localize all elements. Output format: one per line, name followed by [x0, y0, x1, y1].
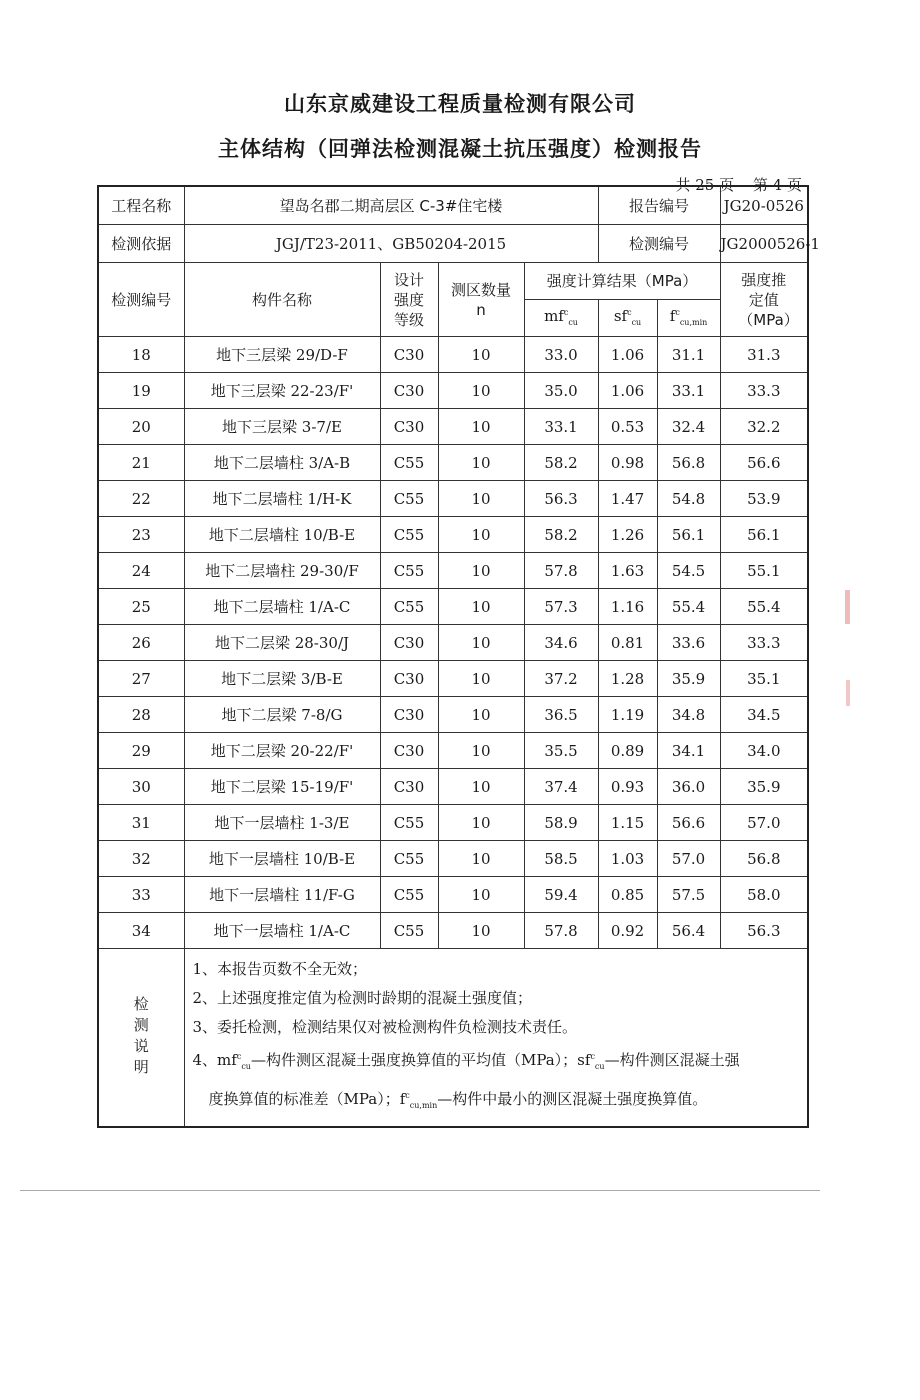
- cell-mean: 33.1: [524, 409, 598, 445]
- cell-grade: C55: [380, 445, 438, 481]
- col-header-sd: [598, 300, 657, 337]
- cell-sd: 1.63: [598, 553, 657, 589]
- note-4-sub-2: cu: [594, 1062, 605, 1071]
- cell-sd: 1.16: [598, 589, 657, 625]
- cell-name: 地下二层梁 20-22/F': [184, 733, 380, 769]
- table-row: [98, 553, 808, 589]
- cell-mean: 57.8: [524, 553, 598, 589]
- note-4-sub-1: cu: [241, 1062, 251, 1071]
- cell-name: 地下三层梁 29/D-F: [184, 337, 380, 373]
- cell-sd: 1.15: [598, 805, 657, 841]
- cell-mean: 58.9: [524, 805, 598, 841]
- cell-min: 57.5: [657, 877, 720, 913]
- cell-grade: C30: [380, 733, 438, 769]
- cell-n: 10: [438, 877, 524, 913]
- cell-grade: C55: [380, 913, 438, 949]
- cell-n: 10: [438, 805, 524, 841]
- cell-name: 地下一层墙柱 1-3/E: [184, 805, 380, 841]
- cell-id: 26: [98, 625, 184, 661]
- cell-min: 56.6: [657, 805, 720, 841]
- test-no-label: 检测编号: [598, 225, 720, 263]
- cell-min: 33.6: [657, 625, 720, 661]
- cell-est: 35.9: [720, 769, 808, 805]
- cell-est: 58.0: [720, 877, 808, 913]
- cell-sd: 1.06: [598, 337, 657, 373]
- table-row: [98, 697, 808, 733]
- cell-grade: C30: [380, 625, 438, 661]
- cell-grade: C30: [380, 769, 438, 805]
- cell-name: 地下三层梁 3-7/E: [184, 409, 380, 445]
- cell-mean: 35.0: [524, 373, 598, 409]
- cell-est: 33.3: [720, 373, 808, 409]
- cell-name: 地下二层墙柱 1/H-K: [184, 481, 380, 517]
- cell-n: 10: [438, 697, 524, 733]
- cell-name: 地下一层墙柱 10/B-E: [184, 841, 380, 877]
- min-sub: cu,min: [679, 318, 708, 327]
- cell-sd: 0.93: [598, 769, 657, 805]
- table-row: [98, 409, 808, 445]
- cell-id: 20: [98, 409, 184, 445]
- cell-sd: 0.89: [598, 733, 657, 769]
- cell-id: 34: [98, 913, 184, 949]
- cell-grade: C30: [380, 409, 438, 445]
- cell-id: 29: [98, 733, 184, 769]
- col-header-min: [657, 300, 720, 337]
- cell-mean: 36.5: [524, 697, 598, 733]
- min-symbol: f: [669, 307, 676, 325]
- cell-grade: C55: [380, 877, 438, 913]
- cell-min: 31.1: [657, 337, 720, 373]
- cell-id: 22: [98, 481, 184, 517]
- cell-grade: C55: [380, 805, 438, 841]
- cell-min: 56.1: [657, 517, 720, 553]
- cell-id: 19: [98, 373, 184, 409]
- cell-n: 10: [438, 481, 524, 517]
- cell-est: 56.8: [720, 841, 808, 877]
- cell-id: 33: [98, 877, 184, 913]
- col-header-estimate: [720, 263, 808, 337]
- cell-est: 32.2: [720, 409, 808, 445]
- table-row: [98, 589, 808, 625]
- cell-sd: 1.28: [598, 661, 657, 697]
- table-row: [98, 841, 808, 877]
- cell-id: 25: [98, 589, 184, 625]
- cell-min: 32.4: [657, 409, 720, 445]
- cell-mean: 58.2: [524, 517, 598, 553]
- cell-mean: 34.6: [524, 625, 598, 661]
- info-row-project: [98, 186, 808, 225]
- page-fold-line: [20, 1190, 820, 1191]
- project-label: 工程名称: [98, 186, 184, 225]
- report-no-value: JG20-0526: [720, 186, 808, 225]
- count-header-n: n: [476, 300, 486, 319]
- cell-min: 57.0: [657, 841, 720, 877]
- note-4-sub-3: cu,min: [409, 1101, 438, 1110]
- cell-grade: C55: [380, 841, 438, 877]
- note-4-part-a: 4、mf: [192, 1051, 237, 1069]
- cell-min: 33.1: [657, 373, 720, 409]
- col-header-id: 检测编号: [98, 263, 184, 337]
- col-header-grade: [380, 263, 438, 337]
- table-row: [98, 769, 808, 805]
- cell-sd: 1.47: [598, 481, 657, 517]
- note-3: 3、委托检测，检测结果仅对被检测构件负检测技术责任。: [192, 1018, 578, 1036]
- cell-grade: C55: [380, 553, 438, 589]
- basis-value: JGJ/T23-2011、GB50204-2015: [184, 225, 598, 263]
- cell-min: 34.1: [657, 733, 720, 769]
- cell-name: 地下二层墙柱 1/A-C: [184, 589, 380, 625]
- mean-sub: cu: [568, 318, 578, 327]
- min-sup: c: [675, 308, 680, 317]
- note-4-part-c: —构件测区混凝土强: [604, 1051, 740, 1069]
- current-page: 第 4 页: [752, 176, 802, 194]
- cell-est: 34.0: [720, 733, 808, 769]
- cell-mean: 59.4: [524, 877, 598, 913]
- cell-mean: 58.2: [524, 445, 598, 481]
- cell-min: 54.8: [657, 481, 720, 517]
- cell-sd: 1.19: [598, 697, 657, 733]
- cell-id: 18: [98, 337, 184, 373]
- cell-sd: 0.53: [598, 409, 657, 445]
- cell-n: 10: [438, 445, 524, 481]
- cell-est: 53.9: [720, 481, 808, 517]
- cell-mean: 56.3: [524, 481, 598, 517]
- cell-n: 10: [438, 841, 524, 877]
- note-4-sup-2: c: [590, 1052, 595, 1061]
- cell-min: 56.4: [657, 913, 720, 949]
- note-4-sup-3: c: [405, 1091, 410, 1100]
- cell-sd: 0.85: [598, 877, 657, 913]
- cell-est: 35.1: [720, 661, 808, 697]
- mean-symbol: mf: [544, 307, 564, 325]
- report-table: [97, 185, 820, 1128]
- cell-est: 55.4: [720, 589, 808, 625]
- cell-name: 地下二层墙柱 3/A-B: [184, 445, 380, 481]
- table-row: [98, 661, 808, 697]
- note-2: 2、上述强度推定值为检测时龄期的混凝土强度值；: [192, 989, 533, 1007]
- note-4-part-e: —构件中最小的测区混凝土强度换算值。: [437, 1090, 708, 1108]
- cell-n: 10: [438, 589, 524, 625]
- cell-min: 34.8: [657, 697, 720, 733]
- cell-n: 10: [438, 913, 524, 949]
- table-row: [98, 517, 808, 553]
- cell-id: 30: [98, 769, 184, 805]
- col-header-result: 强度计算结果（MPa）: [524, 263, 720, 300]
- info-row-basis: [98, 225, 808, 263]
- cell-name: 地下二层梁 7-8/G: [184, 697, 380, 733]
- cell-grade: C55: [380, 517, 438, 553]
- cell-name: 地下二层墙柱 29-30/F: [184, 553, 380, 589]
- cell-n: 10: [438, 625, 524, 661]
- cell-name: 地下二层梁 28-30/J: [184, 625, 380, 661]
- report-title: 主体结构（回弹法检测混凝土抗压强度）检测报告: [218, 137, 702, 161]
- cell-grade: C55: [380, 589, 438, 625]
- note-4-part-d: 度换算值的标准差（MPa）；f: [208, 1090, 406, 1108]
- scan-mark: [845, 590, 850, 624]
- cell-sd: 1.06: [598, 373, 657, 409]
- cell-n: 10: [438, 553, 524, 589]
- cell-min: 55.4: [657, 589, 720, 625]
- test-no-value: JG2000526-1: [720, 225, 808, 263]
- note-4: [193, 1042, 800, 1081]
- cell-mean: 33.0: [524, 337, 598, 373]
- cell-n: 10: [438, 733, 524, 769]
- table-row: [98, 481, 808, 517]
- cell-name: 地下二层梁 3/B-E: [184, 661, 380, 697]
- cell-id: 27: [98, 661, 184, 697]
- table-row: [98, 913, 808, 949]
- cell-name: 地下一层墙柱 1/A-C: [184, 913, 380, 949]
- cell-id: 32: [98, 841, 184, 877]
- cell-sd: 1.26: [598, 517, 657, 553]
- cell-min: 54.5: [657, 553, 720, 589]
- cell-mean: 58.5: [524, 841, 598, 877]
- cell-grade: C30: [380, 661, 438, 697]
- cell-id: 31: [98, 805, 184, 841]
- estimate-header-text: 强度推定值（MPa）: [738, 270, 799, 329]
- table-row: [98, 373, 808, 409]
- cell-grade: C55: [380, 481, 438, 517]
- sd-symbol: sf: [613, 307, 628, 325]
- cell-sd: 1.03: [598, 841, 657, 877]
- count-header-text: 测区数量: [450, 280, 511, 299]
- cell-n: 10: [438, 373, 524, 409]
- table-row: [98, 625, 808, 661]
- note-4-sup-1: c: [236, 1052, 242, 1061]
- cell-id: 21: [98, 445, 184, 481]
- cell-sd: 0.92: [598, 913, 657, 949]
- header-row-1: [98, 263, 808, 300]
- cell-grade: C30: [380, 373, 438, 409]
- table-row: [98, 877, 808, 913]
- cell-id: 28: [98, 697, 184, 733]
- table-row: [98, 337, 808, 373]
- project-value: 望岛名郡二期高层区 C-3#住宅楼: [184, 186, 598, 225]
- cell-name: 地下二层梁 15-19/F': [184, 769, 380, 805]
- cell-grade: C30: [380, 337, 438, 373]
- mean-sup: c: [563, 308, 569, 317]
- sd-sup: c: [627, 308, 632, 317]
- cell-est: 57.0: [720, 805, 808, 841]
- table-row: [98, 733, 808, 769]
- note-1: 1、本报告页数不全无效；: [192, 960, 368, 978]
- cell-est: 34.5: [720, 697, 808, 733]
- cell-name: 地下三层梁 22-23/F': [184, 373, 380, 409]
- cell-name: 地下一层墙柱 11/F-G: [184, 877, 380, 913]
- report-no-label: 报告编号: [598, 186, 720, 225]
- col-header-name: 构件名称: [184, 263, 380, 337]
- col-header-mean: [524, 300, 598, 337]
- cell-id: 23: [98, 517, 184, 553]
- cell-name: 地下二层墙柱 10/B-E: [184, 517, 380, 553]
- note-4-part-b: —构件测区混凝土强度换算值的平均值（MPa）；sf: [250, 1051, 591, 1069]
- cell-sd: 0.98: [598, 445, 657, 481]
- basis-label: 检测依据: [98, 225, 184, 263]
- cell-n: 10: [438, 517, 524, 553]
- cell-mean: 57.3: [524, 589, 598, 625]
- table-row: [98, 445, 808, 481]
- scan-mark: [846, 680, 850, 706]
- table-row: [98, 805, 808, 841]
- cell-grade: C30: [380, 697, 438, 733]
- cell-id: 24: [98, 553, 184, 589]
- cell-est: 56.1: [720, 517, 808, 553]
- cell-mean: 37.2: [524, 661, 598, 697]
- company-name: 山东京威建设工程质量检测有限公司: [284, 92, 636, 116]
- notes-row: [98, 949, 808, 1128]
- cell-mean: 57.8: [524, 913, 598, 949]
- col-header-count: [438, 263, 524, 337]
- grade-header-text: 设计强度等级: [393, 270, 424, 329]
- cell-est: 55.1: [720, 553, 808, 589]
- notes-label: 检测说明: [98, 949, 184, 1128]
- cell-min: 56.8: [657, 445, 720, 481]
- sd-sub: cu: [631, 318, 642, 327]
- cell-est: 56.3: [720, 913, 808, 949]
- cell-n: 10: [438, 661, 524, 697]
- cell-min: 35.9: [657, 661, 720, 697]
- total-pages: 共 25 页: [675, 176, 735, 194]
- cell-n: 10: [438, 409, 524, 445]
- cell-est: 56.6: [720, 445, 808, 481]
- cell-min: 36.0: [657, 769, 720, 805]
- cell-est: 31.3: [720, 337, 808, 373]
- cell-est: 33.3: [720, 625, 808, 661]
- cell-n: 10: [438, 337, 524, 373]
- cell-sd: 0.81: [598, 625, 657, 661]
- note-4-continued: [193, 1081, 800, 1120]
- notes-content: [184, 949, 808, 1128]
- cell-mean: 37.4: [524, 769, 598, 805]
- cell-mean: 35.5: [524, 733, 598, 769]
- cell-n: 10: [438, 769, 524, 805]
